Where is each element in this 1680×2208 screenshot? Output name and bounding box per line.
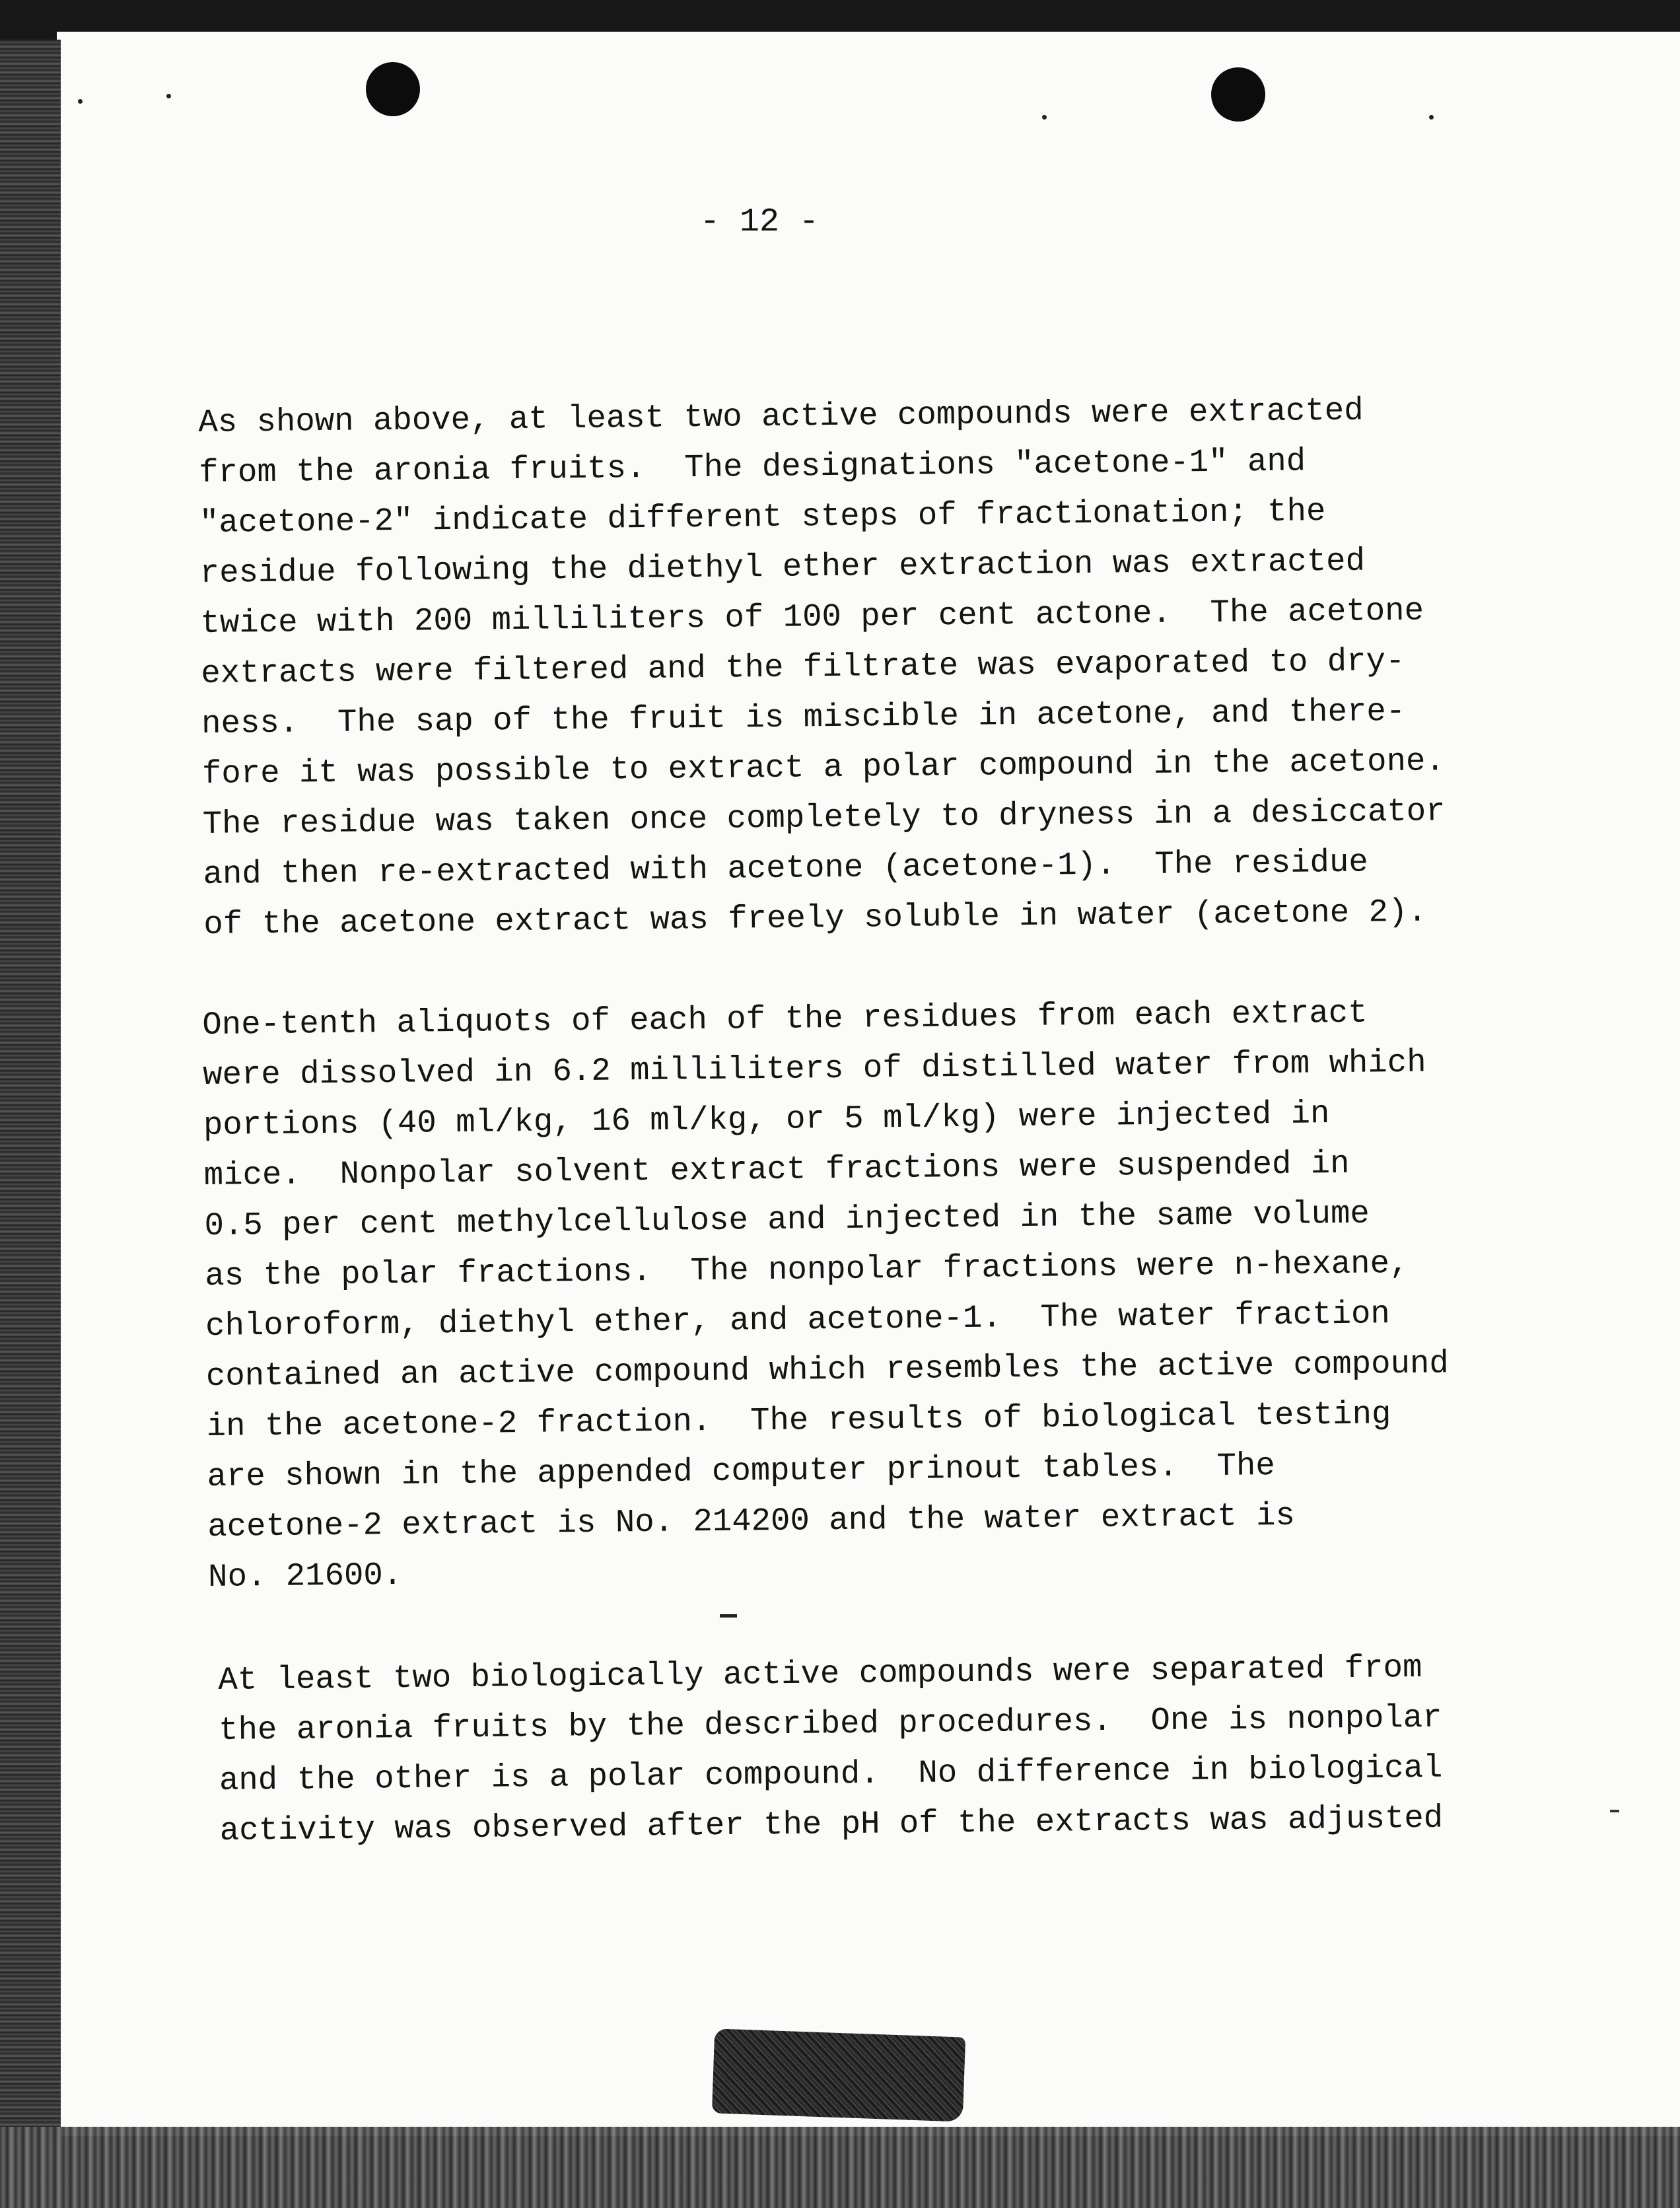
text-line: acetone-2 extract is No. 214200 and the water extract is xyxy=(207,1497,1296,1546)
speck xyxy=(78,99,83,104)
text-line: of the acetone extract was freely soluble in water (acetone 2). xyxy=(203,893,1428,943)
text-line: were dissolved in 6.2 milliliters of distilled water from which xyxy=(202,1044,1426,1094)
text-line: are shown in the appended computer prinout tables. The xyxy=(207,1447,1276,1495)
text-line: residue following the diethyl ether extraction was extracted xyxy=(199,542,1366,592)
text-line: extracts were filtered and the filtrate was evaporated to dry- xyxy=(201,642,1405,692)
text-line: twice with 200 milliliters of 100 per cent actone. The acetone xyxy=(200,592,1424,642)
text-line: One-tenth aliquots of each of the residues from each extract xyxy=(202,994,1368,1044)
speck xyxy=(1429,115,1434,120)
text-line: As shown above, at least two active compounds were extracted xyxy=(198,392,1364,441)
paragraph-extraction xyxy=(198,384,1447,950)
text-line: The residue was taken once completely to dryness in a desiccator xyxy=(202,793,1446,843)
speck xyxy=(1042,115,1047,120)
scan-left-margin xyxy=(0,40,61,2208)
text-line: No. 21600. xyxy=(207,1556,403,1596)
paragraph-aliquots xyxy=(202,987,1451,1602)
text-line: contained an active compound which resembles the active compound xyxy=(205,1345,1450,1395)
scan-bottom-edge xyxy=(0,2127,1680,2208)
stray-mark xyxy=(1610,1810,1619,1812)
text-line: chloroform, diethyl ether, and acetone-1. The water fraction xyxy=(205,1295,1391,1345)
text-line: activity was observed after the pH of the extracts was adjusted xyxy=(219,1799,1444,1849)
text-line: and then re-extracted with acetone (acetone-1). The residue xyxy=(203,843,1369,893)
stray-mark xyxy=(720,1614,737,1618)
page-number: - 12 - xyxy=(700,203,820,241)
text-line: from the aronia fruits. The designations "acetone-1" and xyxy=(198,443,1306,491)
text-line: the aronia fruits by the described procedures. One is nonpolar xyxy=(218,1699,1442,1749)
text-line: and the other is a polar compound. No difference in biological xyxy=(219,1749,1443,1799)
text-line: "acetone-2" indicate different steps of fractionation; the xyxy=(199,493,1326,542)
text-line: ness. The sap of the fruit is miscible in acetone, and there- xyxy=(201,692,1406,742)
paragraph-conclusion xyxy=(218,1643,1444,1856)
speck xyxy=(166,94,171,98)
text-line: mice. Nonpolar solvent extract fractions were suspended in xyxy=(203,1145,1350,1194)
text-line: as the polar fractions. The nonpolar fractions were n-hexane, xyxy=(205,1244,1409,1295)
redaction-blot xyxy=(712,2028,965,2121)
punch-hole-right xyxy=(1211,67,1265,122)
text-line: fore it was possible to extract a polar compound in the acetone. xyxy=(201,742,1446,793)
text-line: 0.5 per cent methylcellulose and injected in the same volume xyxy=(204,1195,1370,1244)
text-line: At least two biologically active compounds were separated from xyxy=(218,1649,1422,1699)
text-line: in the acetone-2 fraction. The results of biological testing xyxy=(206,1396,1391,1445)
text-line: portions (40 ml/kg, 16 ml/kg, or 5 ml/kg) were injected in xyxy=(203,1095,1330,1144)
punch-hole-left xyxy=(366,62,420,116)
